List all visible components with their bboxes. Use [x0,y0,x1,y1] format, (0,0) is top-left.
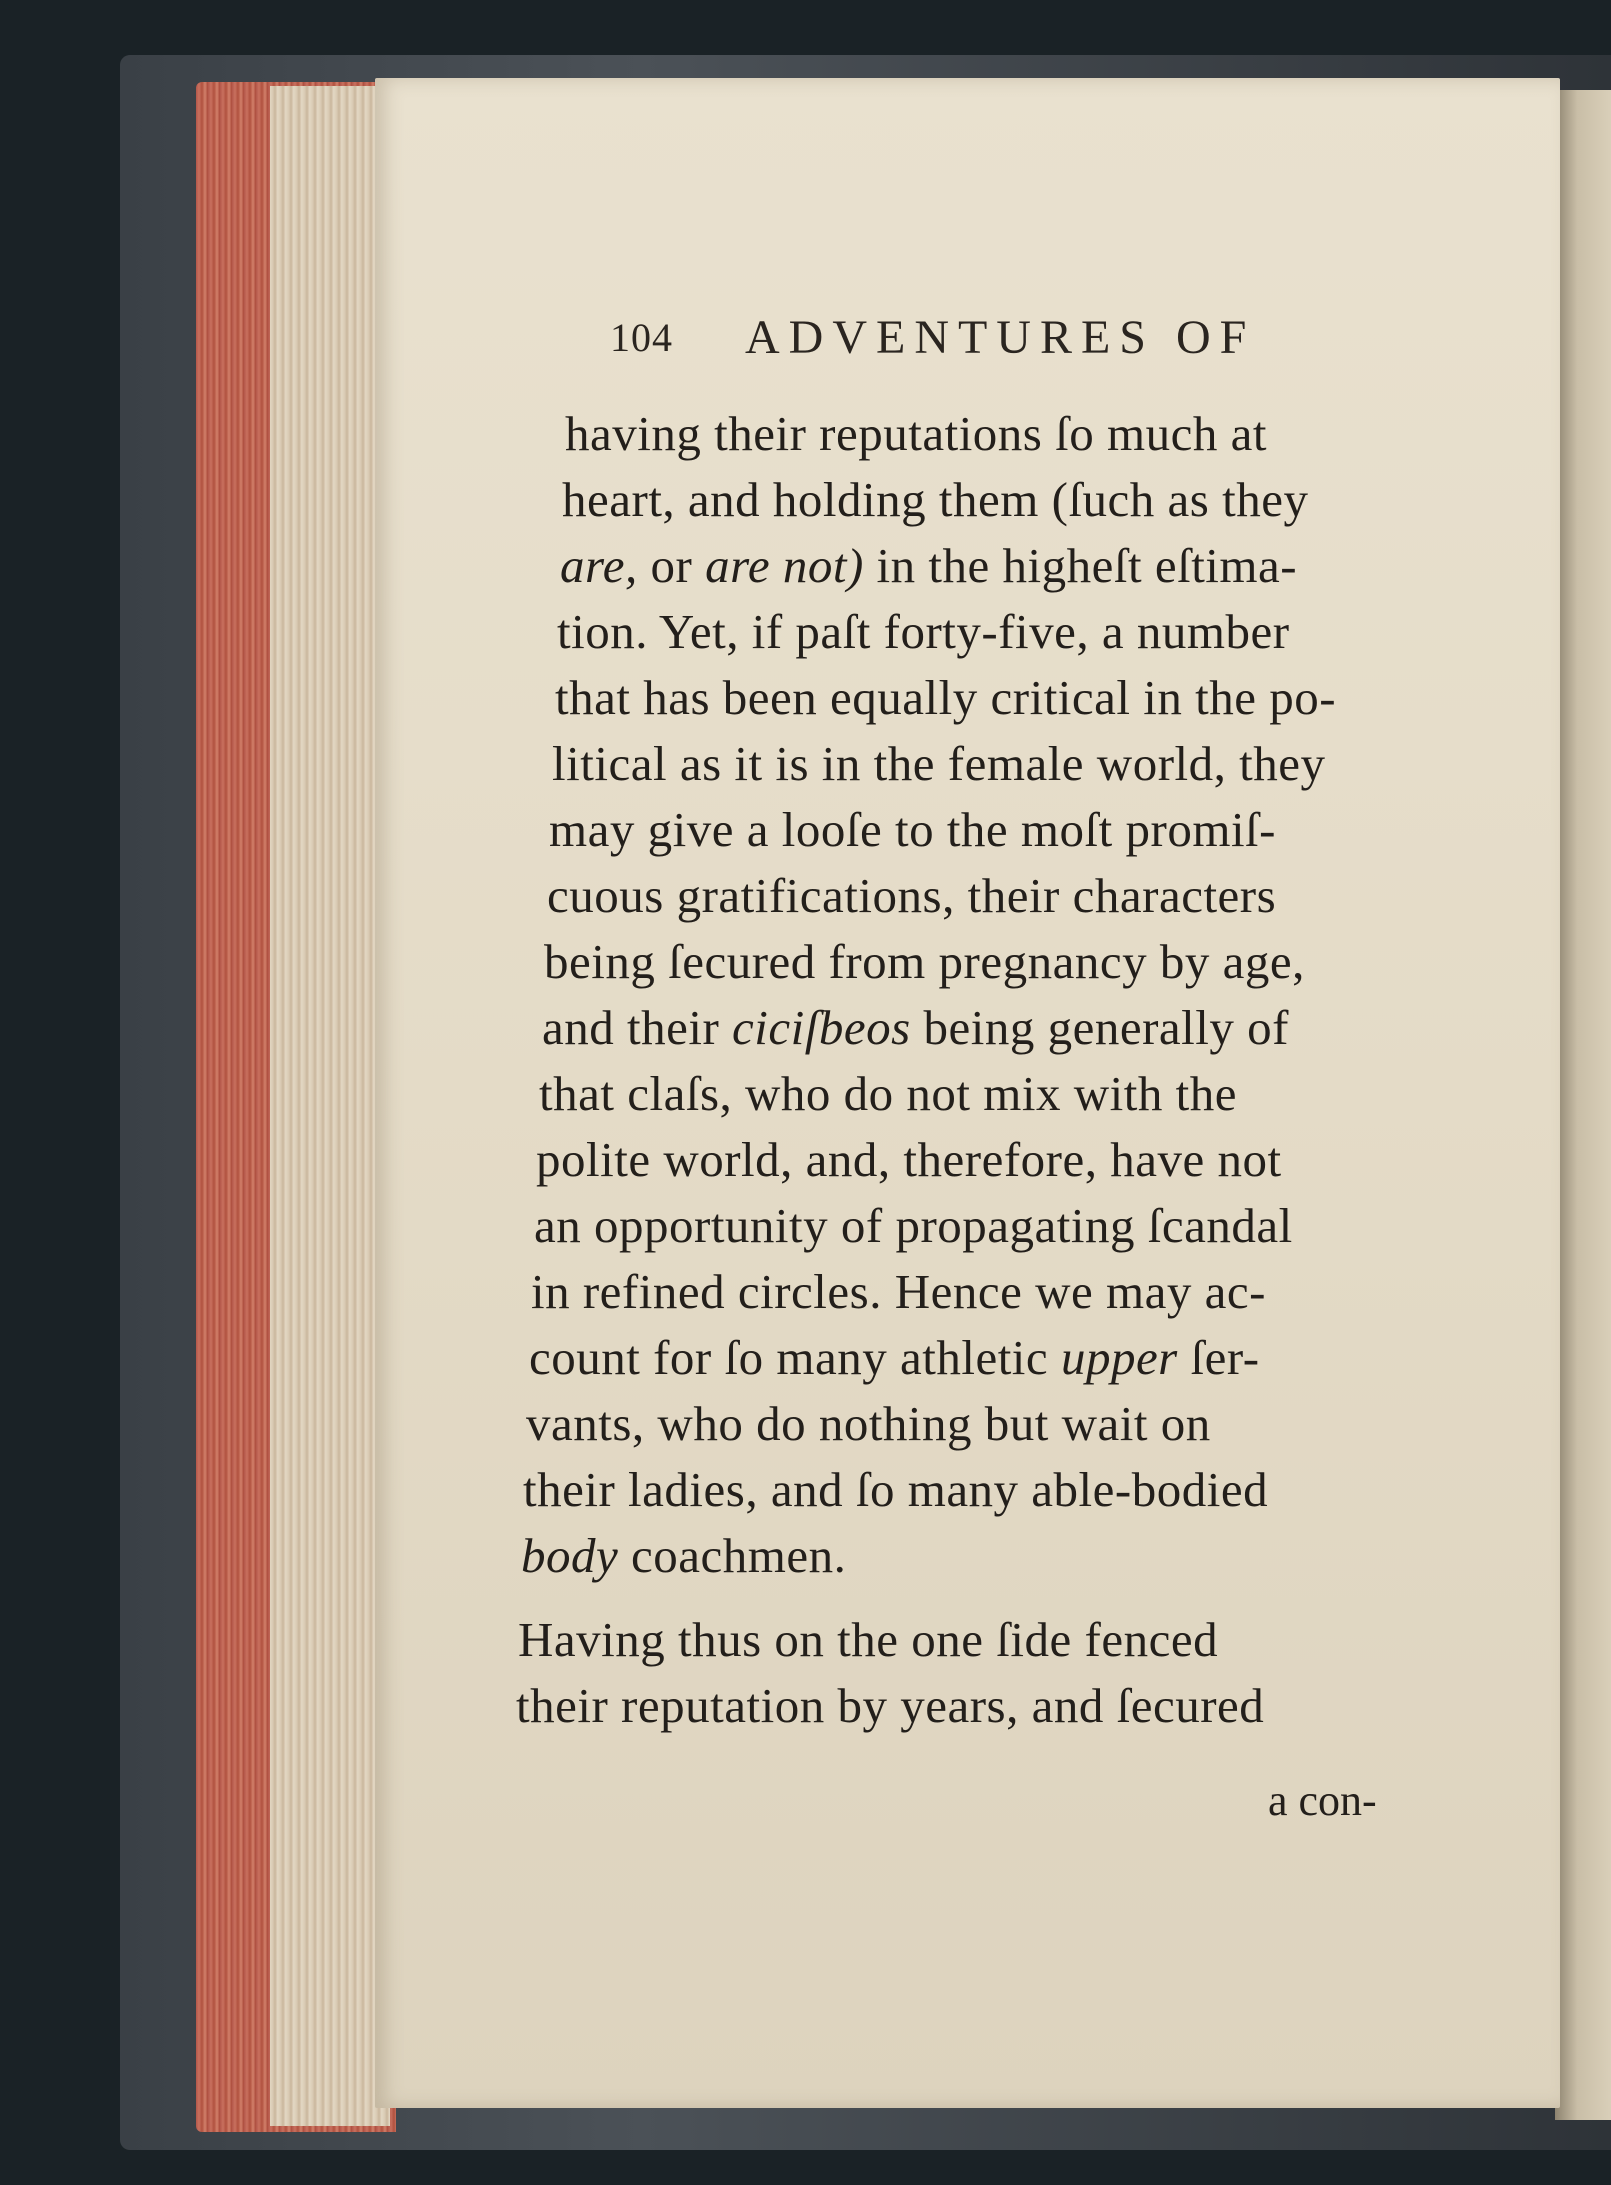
text-segment: being ſecured from pregnancy by age, [544,934,1305,989]
text-line [523,1461,1268,1518]
italic-text: upper [1060,1330,1178,1385]
text-line [518,1611,1218,1668]
italic-text: are, [560,538,638,593]
catchword: a con- [1268,1776,1377,1825]
text-segment: heart, and holding them (ſuch as they [562,472,1309,527]
text-line [544,933,1305,990]
text-segment: Having thus on the one ſide fenced [518,1612,1219,1667]
text-segment: cuous gratifications, their characters [547,868,1277,923]
text-segment: that has been equally critical in the po- [555,670,1337,725]
text-line [516,1677,1264,1734]
page-number: 104 [610,315,673,360]
text-line [552,735,1326,792]
text-segment: tion. Yet, if paſt forty-five, a number [557,604,1290,659]
italic-text: body [521,1528,619,1583]
italic-text: ciciſbeos [732,1000,911,1055]
text-segment: an opportunity of propagating ſcandal [534,1198,1293,1253]
text-segment: may give a looſe to the moſt promiſ- [549,802,1276,857]
text-line [547,867,1276,924]
text-segment: vants, who do nothing but wait on [526,1396,1211,1451]
text-segment: their ladies, and ſo many able-bodied [523,1462,1269,1517]
text-segment: ſer- [1177,1330,1260,1385]
text-segment: their reputation by years, and ſecured [516,1678,1265,1733]
text-line [555,669,1336,726]
text-segment: having their reputations ſo much at [565,406,1267,461]
text-line [529,1329,1260,1386]
text-line [542,999,1289,1056]
text-segment: coachmen. [618,1528,847,1583]
text-segment: and their [542,1000,733,1055]
text-segment: litical as it is in the female world, they [552,736,1326,791]
text-line [534,1197,1293,1254]
text-line [521,1527,846,1584]
text-line [557,603,1290,660]
page-edges-inner [270,86,390,2126]
running-head [610,310,1330,370]
text-segment: that claſs, who do not mix with the [539,1066,1237,1121]
text-segment: polite world, and, therefore, have not [536,1132,1282,1187]
running-head-title: ADVENTURES OF [745,311,1256,364]
text-line [560,537,1297,594]
text-segment: being generally of [910,1000,1289,1055]
text-line [565,405,1267,462]
text-line [549,801,1276,858]
text-segment: in the higheſt eſtima- [863,538,1298,593]
italic-text: are not) [705,538,864,593]
text-segment: in refined circles. Hence we may ac- [531,1264,1266,1319]
text-line [531,1263,1266,1320]
text-line [536,1131,1282,1188]
text-line [562,471,1309,528]
book-gutter [1555,90,1611,2120]
text-line [526,1395,1211,1452]
text-line [539,1065,1237,1122]
text-segment: or [637,538,706,593]
text-segment: count for ſo many athletic [529,1330,1061,1385]
